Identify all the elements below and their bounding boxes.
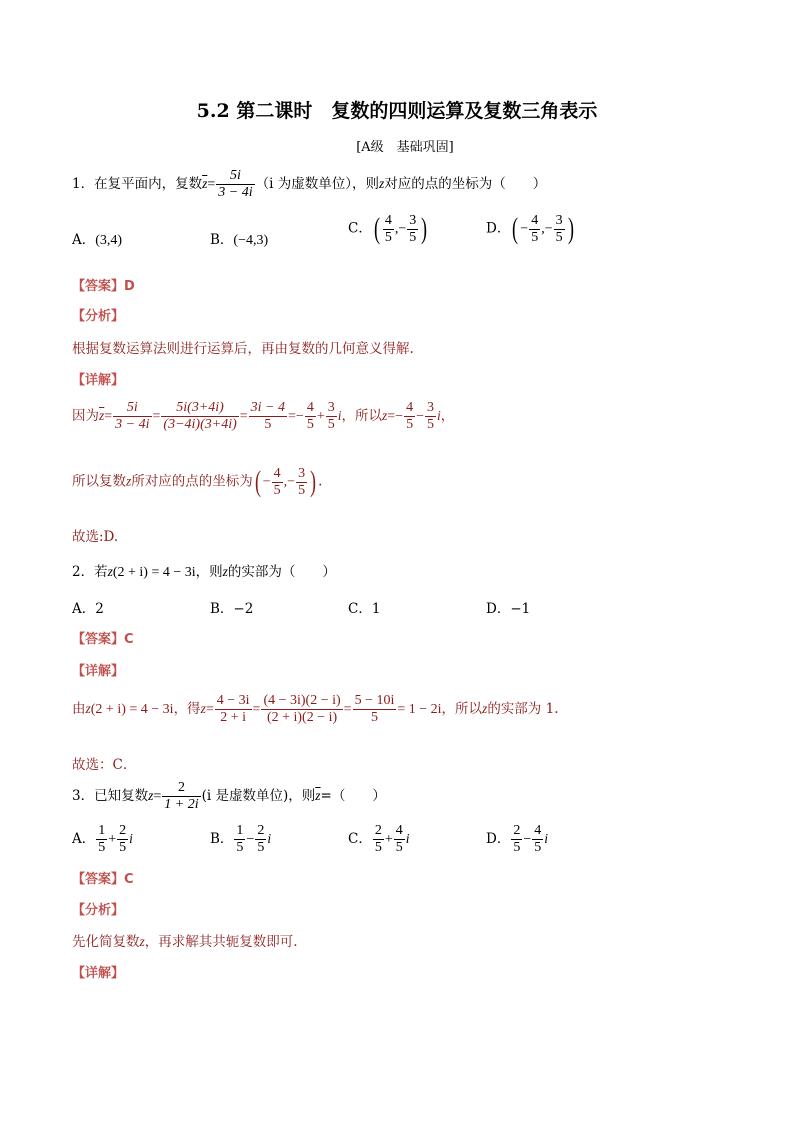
opt-value: (−4,3)	[233, 233, 269, 248]
frac	[261, 693, 342, 726]
lead: 3．已知复数	[72, 788, 149, 804]
zbar: $\overline{z}$	[315, 788, 321, 803]
result: = 1 − 2i	[397, 702, 442, 717]
minus: −	[398, 221, 407, 237]
frac-den: 5	[370, 710, 378, 725]
q3-analysis-text	[72, 930, 298, 950]
tail-b: 的实部为 1.	[487, 701, 559, 717]
frac-den: 5	[395, 840, 403, 855]
frac-den: 5	[384, 229, 392, 245]
q2-option-c: C．1	[348, 601, 381, 617]
frac-num: 2	[119, 823, 127, 838]
frac-den: 5	[374, 840, 382, 855]
i: i	[267, 831, 272, 846]
eq: =	[207, 177, 216, 192]
q2-option-d: D．−1	[486, 601, 531, 617]
frac	[353, 693, 397, 726]
minus: −	[295, 409, 304, 424]
i: i	[129, 831, 133, 846]
frac-num: 3	[409, 212, 417, 228]
text-b: ，再求解其共轭复数即可.	[144, 934, 298, 950]
q1-tail-b: 对应的点的坐标为（ ）	[384, 176, 547, 192]
frac	[305, 400, 316, 433]
opt-label: B．	[210, 831, 234, 847]
q2-detail-label: 【详解】	[72, 664, 125, 679]
frac-num: 3	[298, 465, 306, 481]
q1-answer	[72, 275, 135, 294]
eq: =	[387, 409, 396, 424]
i: i	[337, 408, 342, 423]
frac-num: 2	[374, 823, 382, 838]
frac	[326, 400, 337, 433]
page-title: 5.2 第二课时 复数的四则运算及复数三角表示	[196, 100, 598, 122]
frac-den: 5	[555, 229, 563, 245]
frac-den: 5	[257, 840, 265, 855]
q2-choose: 故选：C．	[72, 757, 137, 773]
frac-num: 1	[98, 823, 106, 838]
frac-den: (3−4i)(3+4i)	[163, 417, 237, 432]
answer-value: D	[124, 279, 135, 294]
opt-label: A．	[72, 831, 96, 847]
frac-den: 5	[426, 417, 434, 432]
frac-den: 5	[409, 229, 417, 245]
frac-den: (2 + i)(2 − i)	[266, 710, 338, 725]
frac	[113, 400, 151, 433]
frac	[96, 823, 107, 856]
frac	[404, 400, 415, 433]
i: i	[405, 831, 410, 846]
frac-den: 3 − 4i	[218, 185, 253, 200]
tail-a: ，所以	[441, 701, 483, 717]
i: i	[544, 831, 548, 846]
z: z	[139, 934, 145, 949]
frac-den: 5	[119, 840, 127, 855]
frac-den: 3 − 4i	[115, 417, 150, 432]
mid: 所对应的点的坐标为	[131, 473, 253, 490]
z: z	[126, 473, 132, 489]
op: +	[108, 832, 117, 847]
frac-num: 3i − 4	[250, 400, 285, 415]
frac-num: 4	[406, 400, 414, 415]
frac-den: 5	[273, 482, 281, 498]
frac-den: 5	[264, 417, 272, 432]
z: z	[200, 701, 206, 716]
z: z	[85, 701, 91, 716]
mid: ，所以	[341, 408, 382, 424]
tail: 的实部为（ ）	[227, 564, 336, 580]
q3-answer	[72, 868, 134, 887]
frac-den: 1 + 2i	[164, 797, 199, 812]
lead: 所以复数	[72, 473, 126, 490]
text-a: 先化简复数	[72, 934, 140, 950]
eq: =	[104, 409, 113, 424]
q2-option-a: A．2	[72, 601, 104, 617]
frac-den: 5	[406, 417, 414, 432]
frac	[373, 823, 384, 856]
minus: −	[416, 409, 424, 424]
q1-zbar: $\overline{z}$	[202, 176, 208, 191]
frac	[117, 823, 128, 856]
frac-den: 5	[236, 840, 244, 855]
q3-stem	[72, 780, 386, 813]
frac	[511, 823, 522, 856]
z: z	[107, 564, 113, 579]
frac-num: 2	[513, 823, 521, 838]
answer-value: C	[124, 632, 134, 647]
q3-option-b	[210, 823, 271, 856]
eq: =	[252, 702, 261, 717]
q2-detail-line	[72, 693, 558, 726]
frac	[234, 823, 245, 856]
sep: ，	[440, 408, 455, 424]
frac	[394, 823, 405, 856]
frac-num: 2	[162, 780, 200, 797]
frac-num: 4	[384, 212, 392, 228]
frac-num: 4	[531, 212, 539, 228]
frac-num: 4 − 3i	[216, 693, 250, 708]
q1-option-c	[348, 212, 429, 246]
period: .	[318, 473, 323, 490]
frac	[162, 780, 200, 813]
q1-choose: 故选:D.	[72, 529, 119, 545]
tail: =（ ）	[320, 788, 386, 804]
q1-detail-line2	[72, 465, 322, 499]
frac-num: 1	[236, 823, 244, 838]
frac-num: 3	[426, 400, 434, 415]
equation: (2 + i) = 4 − 3i	[90, 702, 174, 717]
frac-num: 2	[257, 823, 265, 838]
minus: −	[395, 409, 404, 424]
q1-analysis-label: 【分析】	[72, 309, 125, 324]
opt-label: A．	[72, 232, 96, 248]
z: z	[222, 564, 228, 579]
q1-tail-a: （i 为虚数单位），则	[255, 176, 379, 192]
frac-num: 5 − 10i	[354, 693, 395, 708]
frac-den: 5	[531, 229, 539, 245]
frac-num: 3	[327, 400, 335, 415]
q1-fraction	[216, 168, 254, 201]
opt-label: B．	[210, 232, 234, 248]
frac-num: 5i(3+4i)	[161, 400, 238, 417]
frac	[249, 400, 287, 433]
q1-detail-line1	[72, 400, 454, 433]
frac-den: 5	[513, 840, 521, 855]
comma: ,	[283, 474, 288, 490]
zbar: $\overline{z}$	[99, 408, 105, 423]
q1-detail-label: 【详解】	[72, 373, 125, 388]
eq: =	[205, 702, 214, 717]
frac-num: 5i	[216, 168, 254, 185]
q2-answer	[72, 628, 134, 647]
q3-option-c	[348, 823, 410, 856]
eq: =	[239, 409, 248, 424]
frac-den: 5	[98, 840, 106, 855]
eq: =	[288, 409, 296, 424]
frac	[383, 213, 394, 246]
frac-den: 5	[534, 840, 542, 855]
op: −	[523, 832, 532, 847]
frac-num: 4	[395, 823, 403, 838]
q1-option-a	[72, 228, 122, 249]
q3-option-d	[486, 823, 548, 856]
paren: (	[373, 212, 380, 245]
q1-option-b	[210, 228, 268, 249]
q1-analysis-text: 根据复数运算法则进行运算后，再由复数的几何意义得解.	[72, 341, 414, 357]
q3-option-a	[72, 823, 133, 856]
frac-num: 4	[306, 400, 314, 415]
frac-num: 3	[555, 212, 563, 228]
mid: (i 是虚数单位)，则	[201, 788, 316, 804]
op: +	[384, 832, 393, 847]
paren: )	[310, 465, 317, 498]
comma: ,	[394, 221, 399, 237]
paren: )	[567, 212, 574, 245]
z: z	[148, 788, 154, 803]
frac-num: 4	[273, 465, 281, 481]
answer-label: 【答案】	[72, 872, 125, 887]
lead: 2．若	[72, 564, 108, 580]
answer-value: C	[124, 872, 134, 887]
frac	[532, 823, 543, 856]
mid: ，则	[195, 564, 223, 580]
frac	[407, 213, 418, 246]
frac	[425, 400, 436, 433]
z-var: z	[378, 176, 385, 191]
frac-num: (4 − 3i)(2 − i)	[263, 693, 341, 708]
q2-option-b: B．−2	[210, 601, 254, 617]
paren: (	[512, 212, 519, 245]
get: ，得	[173, 701, 201, 717]
plus: +	[316, 409, 325, 424]
opt-label: D．	[486, 220, 511, 237]
q1-stem	[72, 168, 546, 201]
frac-num: 5i	[113, 400, 151, 417]
answer-label: 【答案】	[72, 632, 125, 647]
opt-label: D．	[486, 831, 511, 847]
minus: −	[262, 474, 271, 490]
opt-value: (3,4)	[95, 233, 123, 248]
frac-den: 2 + i	[220, 710, 247, 725]
frac-den: 5	[327, 417, 335, 432]
opt-label: C．	[348, 220, 372, 237]
lead: 由	[72, 701, 86, 717]
lead: 因为	[72, 408, 99, 424]
i: i	[436, 408, 441, 423]
comma: ,	[541, 221, 545, 237]
frac	[161, 400, 238, 433]
frac	[296, 466, 307, 499]
eq: =	[153, 789, 162, 804]
frac-den: 5	[298, 482, 306, 498]
answer-label: 【答案】	[72, 279, 125, 294]
frac-num: 4	[534, 823, 542, 838]
z: z	[482, 701, 488, 716]
equation: (2 + i) = 4 − 3i	[112, 565, 196, 580]
q3-detail-label: 【详解】	[72, 966, 125, 981]
eq: =	[152, 409, 161, 424]
minus: −	[287, 474, 296, 490]
q2-stem	[72, 560, 336, 581]
q1-option-d	[486, 212, 576, 246]
z: z	[381, 408, 388, 423]
q1-stem-lead: 1．在复平面内，复数	[72, 176, 203, 192]
paren: )	[421, 212, 428, 245]
frac	[272, 466, 283, 499]
frac	[554, 213, 565, 246]
paren: (	[254, 465, 261, 498]
frac	[529, 213, 540, 246]
frac	[255, 823, 266, 856]
q3-analysis-label: 【分析】	[72, 903, 125, 918]
eq: =	[343, 702, 352, 717]
minus: −	[544, 221, 553, 237]
op: −	[246, 832, 255, 847]
frac-den: 5	[306, 417, 314, 432]
frac	[215, 693, 252, 726]
opt-label: C．	[348, 831, 372, 847]
minus: −	[520, 221, 529, 237]
section-subtitle: [A级 基础巩固]	[356, 140, 454, 155]
